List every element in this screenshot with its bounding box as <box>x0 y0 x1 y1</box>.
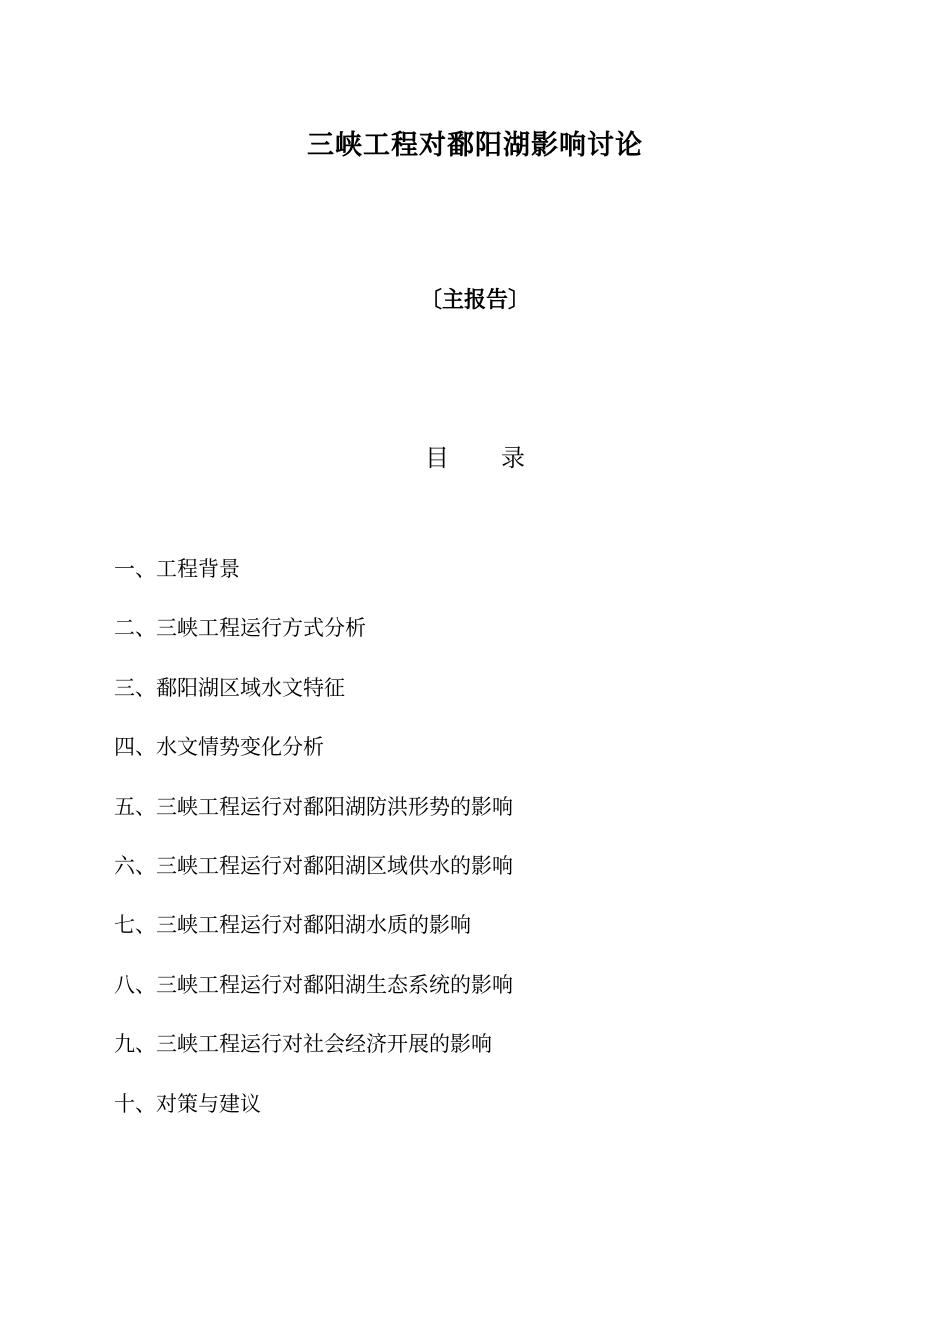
toc-heading-right: 录 <box>501 444 525 472</box>
toc-item-9: 九、三峡工程运行对社会经济开展的影响 <box>114 1032 492 1057</box>
document-subtitle: 〔主报告〕 <box>419 287 530 313</box>
toc-heading <box>0 440 950 476</box>
toc-heading-left: 目 <box>425 444 449 472</box>
toc-item-4: 四、水文情势变化分析 <box>114 735 324 760</box>
toc-item-2: 二、三峡工程运行方式分析 <box>114 616 366 641</box>
toc-item-8: 八、三峡工程运行对鄱阳湖生态系统的影响 <box>114 972 513 997</box>
toc-item-1: 一、工程背景 <box>114 557 240 581</box>
document-title: 三峡工程对鄱阳湖影响讨论 <box>307 130 643 161</box>
toc-item-3: 三、鄱阳湖区域水文特征 <box>114 675 345 700</box>
toc-item-7: 七、三峡工程运行对鄱阳湖水质的影响 <box>114 913 471 938</box>
toc-item-6: 六、三峡工程运行对鄱阳湖区域供水的影响 <box>114 853 513 878</box>
toc-item-10: 十、对策与建议 <box>114 1091 261 1116</box>
table-of-contents <box>114 551 513 1145</box>
toc-item-5: 五、三峡工程运行对鄱阳湖防洪形势的影响 <box>114 794 513 819</box>
